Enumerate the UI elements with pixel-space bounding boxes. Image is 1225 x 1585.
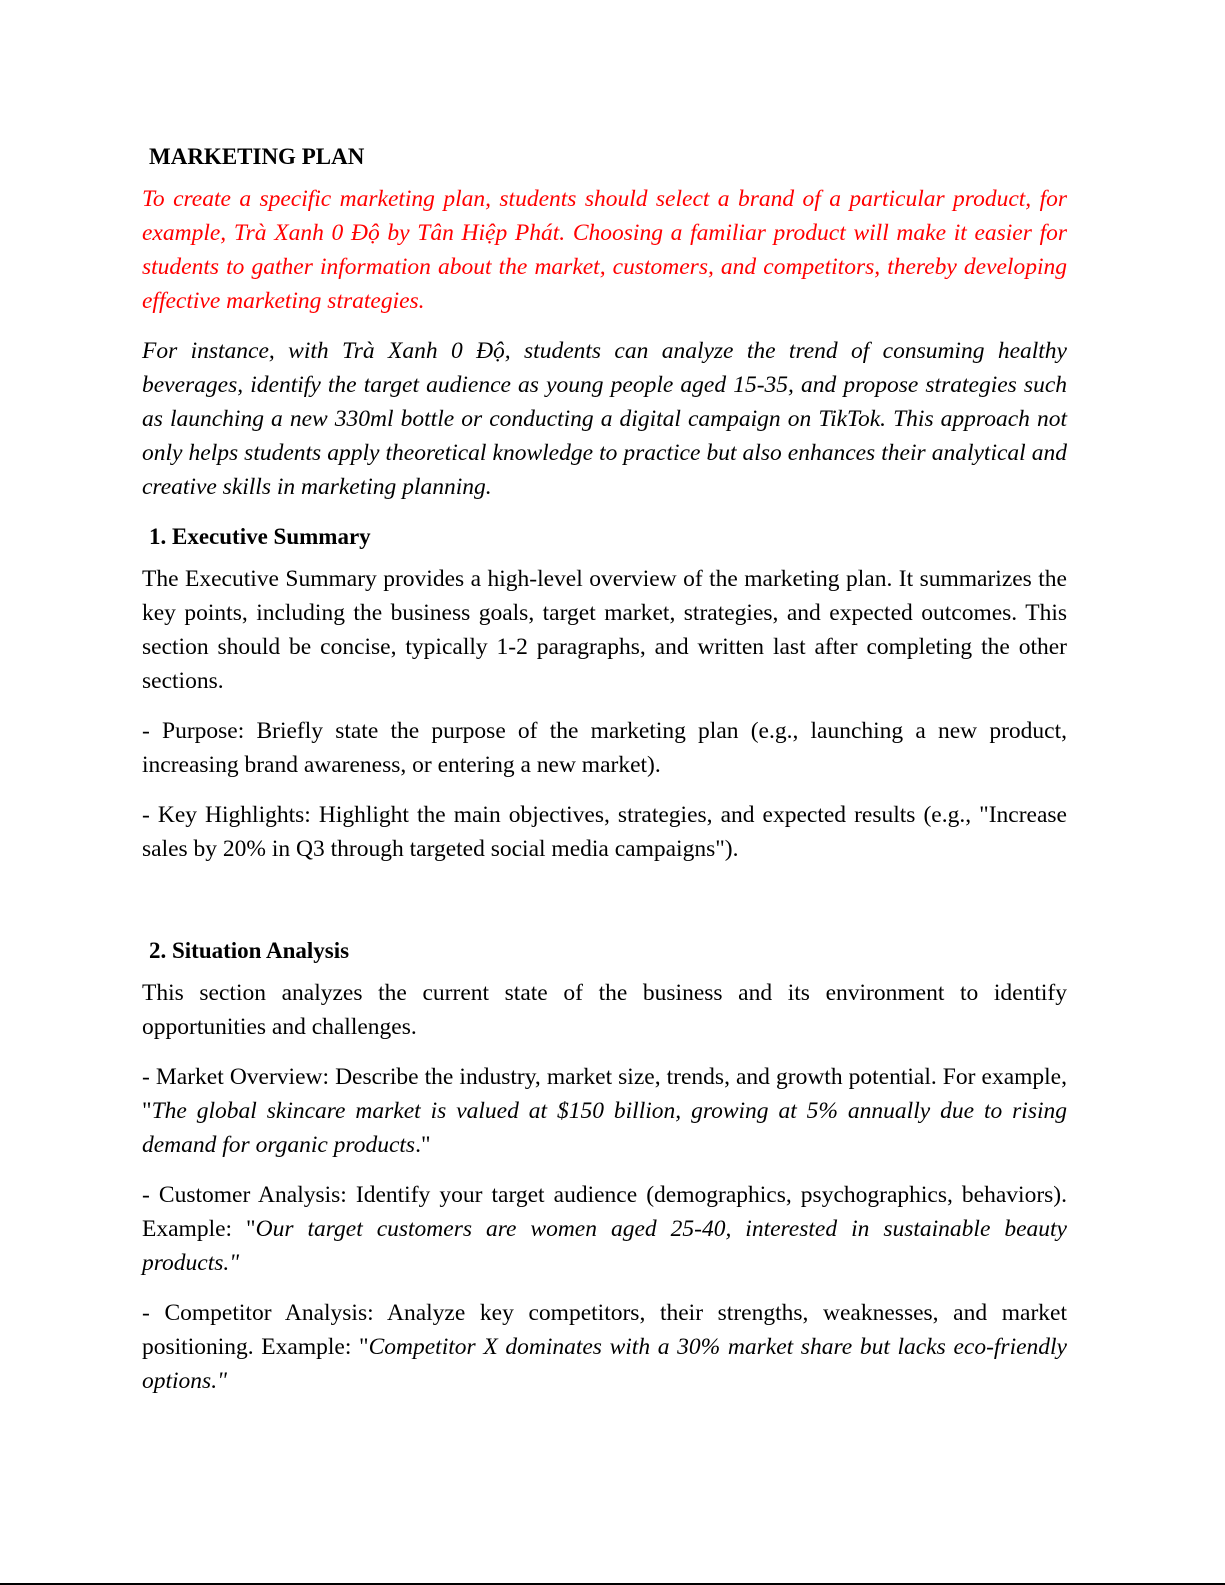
- market-overview-example: The global skincare market is valued at $150 billion, growing at 5% annually due to rising demand for organic products: [142, 1098, 1067, 1158]
- market-overview-bullet: [142, 1060, 1067, 1162]
- section-paragraph: The Executive Summary provides a high-level overview of the marketing plan. It summarizes the key points, including the business goals, target market, strategies, and expected outcomes. This section should be concise, typically 1-2 paragraphs, and written last after completing the other sections.: [142, 566, 1067, 694]
- instruction-paragraph: To create a specific marketing plan, students should select a brand of a particular product, for example, Trà Xanh 0 Độ by Tân Hiệp Phát. Choosing a familiar product will make it easier for students to gather information about the market, customers, and competitors, thereby developing effective marketing strategies.: [142, 186, 1067, 314]
- purpose-bullet: - Purpose: Briefly state the purpose of the marketing plan (e.g., launching a new product, increasing brand awareness, or entering a new market).: [142, 718, 1067, 778]
- key-highlights-bullet: - Key Highlights: Highlight the main objectives, strategies, and expected results (e.g., "Increase sales by 20% in Q3 through targeted social media campaigns").: [142, 802, 1067, 862]
- customer-analysis-example: Our target customers are women aged 25-40, interested in sustainable beauty products.": [142, 1216, 1067, 1276]
- blank-spacer: [142, 882, 1067, 934]
- competitor-analysis-example: Competitor X dominates with a 30% market share but lacks eco-friendly options.": [142, 1334, 1067, 1394]
- section-situation-analysis: [142, 934, 1067, 1398]
- section-heading: 2. Situation Analysis: [149, 938, 350, 963]
- market-overview-tail: .": [415, 1132, 431, 1158]
- market-overview-text: - Market Overview: Describe the industry, market size, trends, and growth potential. For example, ": [142, 1064, 1067, 1124]
- document-page: [142, 140, 1067, 1414]
- customer-analysis-bullet: [142, 1178, 1067, 1280]
- competitor-analysis-text: - Competitor Analysis: Analyze key competitors, their strengths, weaknesses, and market positioning. Example: ": [142, 1300, 1067, 1360]
- section-paragraph: This section analyzes the current state of the business and its environment to identify opportunities and challenges.: [142, 980, 1067, 1040]
- customer-analysis-text: - Customer Analysis: Identify your target audience (demographics, psychographics, behaviors). Example: ": [142, 1182, 1067, 1242]
- section-heading: 1. Executive Summary: [149, 524, 371, 549]
- section-executive-summary: [142, 520, 1067, 866]
- example-paragraph: For instance, with Trà Xanh 0 Độ, students can analyze the trend of consuming healthy beverages, identify the target audience as young people aged 15-35, and propose strategies such as launching a new 330ml bottle or conducting a digital campaign on TikTok. This approach not only helps students apply theoretical knowledge to practice but also enhances their analytical and creative skills in marketing planning.: [142, 338, 1067, 500]
- document-title: MARKETING PLAN: [149, 144, 365, 169]
- competitor-analysis-bullet: [142, 1296, 1067, 1398]
